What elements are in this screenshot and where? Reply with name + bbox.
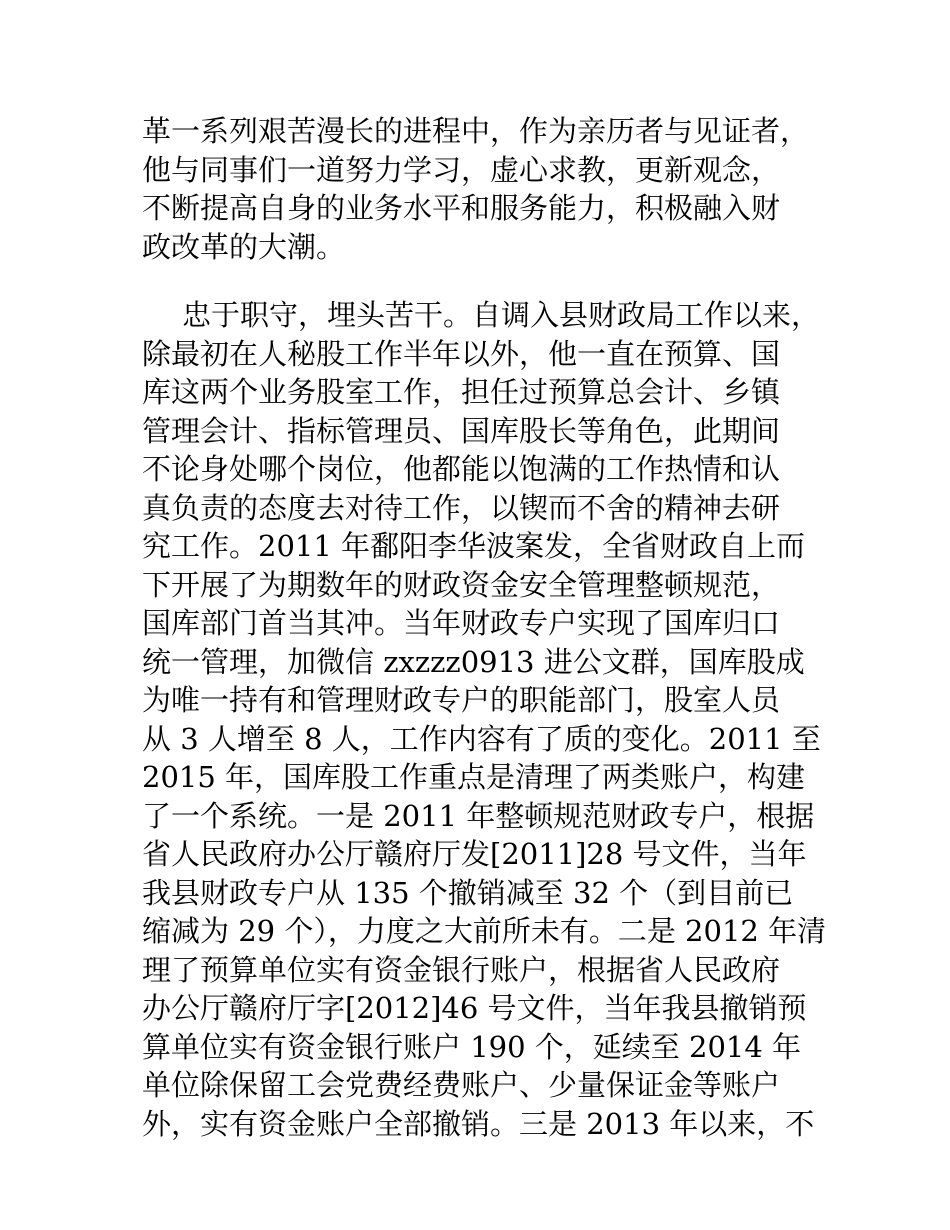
text-line: 单位除保留工会党费经费账户、少量保证金等账户 bbox=[142, 1068, 781, 1102]
text-line: 他与同事们一道努力学习，虚心求教，更新观念， bbox=[142, 152, 781, 187]
text-line: 真负责的态度去对待工作，以锲而不舍的精神去研 bbox=[142, 490, 781, 525]
text-line: 下开展了为期数年的财政资金安全管理整顿规范， bbox=[142, 567, 781, 602]
text-line: 库这两个业务股室工作，担任过预算总会计、乡镇 bbox=[142, 375, 781, 409]
text-line: 我县财政专户从 135 个撤销减至 32 个（到目前已 bbox=[142, 875, 794, 910]
text-line: 管理会计、指标管理员、国库股长等角色，此期间 bbox=[142, 413, 781, 448]
text-line: 革一系列艰苦漫长的进程中，作为亲历者与见证者， bbox=[142, 114, 810, 148]
text-line: 忠于职守，埋头苦干。自调入县财政局工作以来， bbox=[182, 298, 821, 332]
text-line: 缩减为 29 个），力度之大前所未有。二是 2012 年清 bbox=[142, 914, 827, 948]
text-line: 除最初在人秘股工作半年以外，他一直在预算、国 bbox=[142, 336, 781, 371]
text-line: 了一个系统。一是 2011 年整顿规范财政专户，根据 bbox=[142, 798, 815, 833]
text-line: 算单位实有资金银行账户 190 个，延续至 2014 年 bbox=[142, 1029, 802, 1064]
text-line: 从 3 人增至 8 人，工作内容有了质的变化。2011 至 bbox=[142, 721, 821, 756]
text-line: 究工作。2011 年鄱阳李华波案发，全省财政自上而 bbox=[142, 529, 806, 563]
text-line: 理了预算单位实有资金银行账户，根据省人民政府 bbox=[142, 952, 781, 987]
text-line: 国库部门首当其冲。当年财政专户实现了国库归口 bbox=[142, 606, 781, 640]
text-line: 不断提高自身的业务水平和服务能力，积极融入财 bbox=[142, 191, 781, 225]
text-line: 统一管理，加微信 zxzzz0913 进公文群，国库股成 bbox=[142, 644, 805, 679]
text-line: 2015 年，国库股工作重点是清理了两类账户，构建 bbox=[142, 760, 806, 794]
paragraph-2 bbox=[142, 296, 827, 1143]
paragraph-1 bbox=[142, 112, 822, 266]
text-line: 为唯一持有和管理财政专户的职能部门，股室人员 bbox=[142, 683, 781, 717]
text-line: 政改革的大潮。 bbox=[142, 229, 346, 264]
text-line: 办公厅赣府厅字[2012]46 号文件，当年我县撤销预 bbox=[142, 991, 807, 1025]
text-line: 不论身处哪个岗位，他都能以饱满的工作热情和认 bbox=[142, 452, 781, 486]
text-line: 外，实有资金账户全部撤销。三是 2013 年以来，不 bbox=[142, 1106, 815, 1141]
text-line: 省人民政府办公厅赣府厅发[2011]28 号文件，当年 bbox=[142, 837, 807, 871]
